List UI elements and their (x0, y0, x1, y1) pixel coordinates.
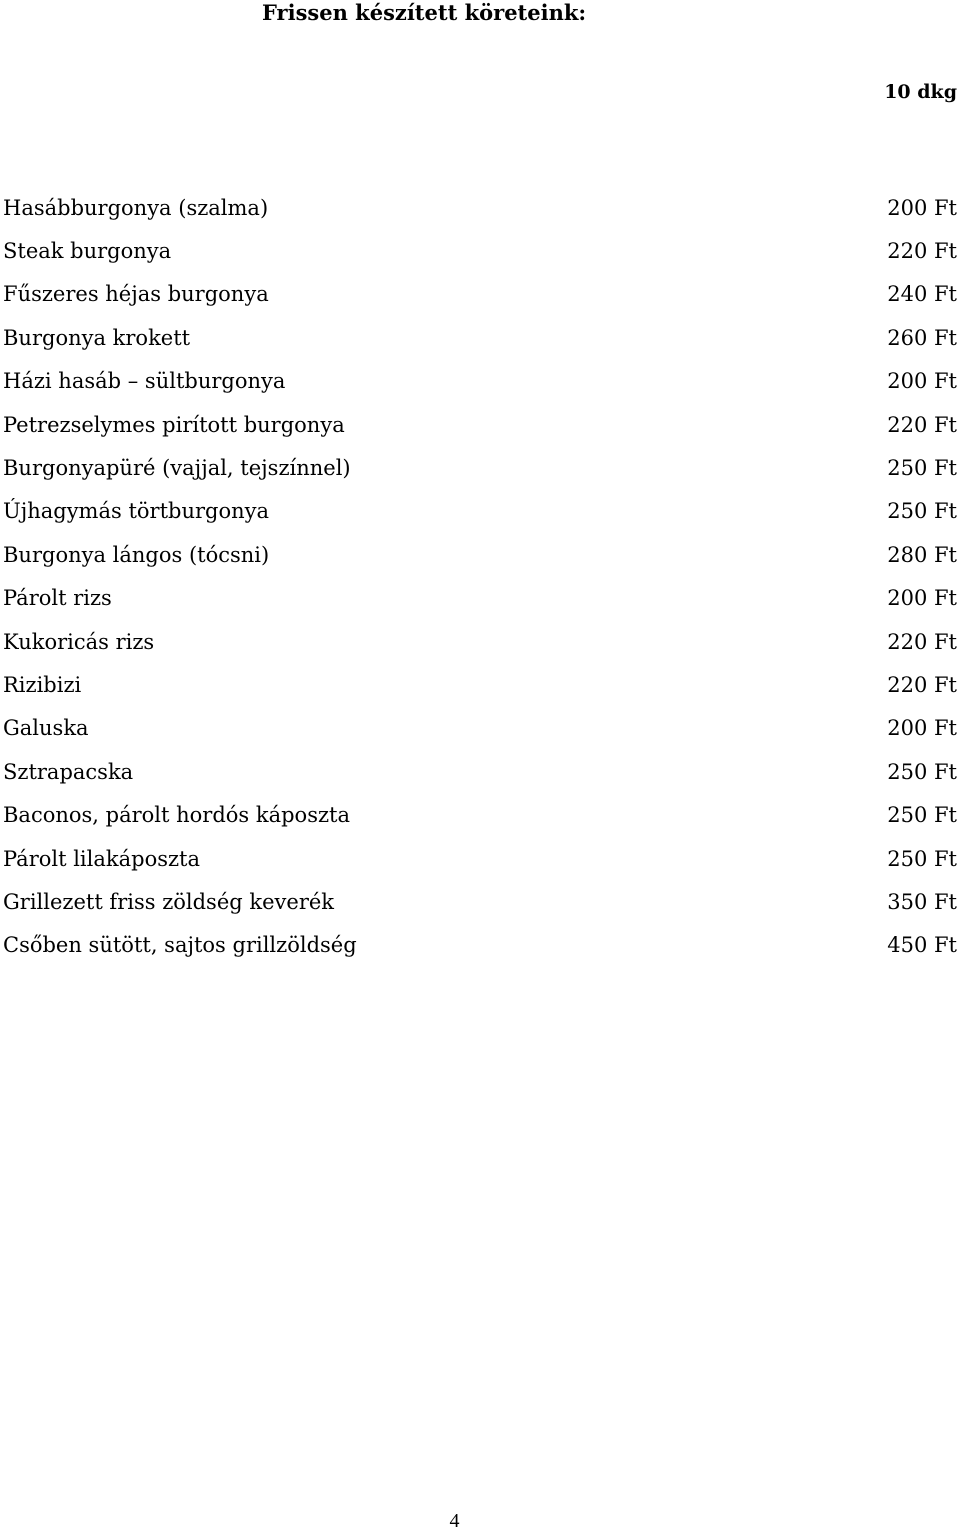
item-price: 450 Ft (887, 933, 957, 958)
item-name: Baconos, párolt hordós káposzta (3, 803, 351, 828)
item-name: Galuska (3, 716, 89, 741)
list-item (3, 186, 957, 229)
page-title: Frissen készített köreteink: (262, 0, 587, 25)
item-price: 200 Ft (887, 716, 957, 741)
list-item (3, 577, 957, 620)
item-price: 280 Ft (887, 542, 957, 567)
item-name: Hasábburgonya (szalma) (3, 195, 269, 220)
list-item (3, 403, 957, 446)
list-item (3, 273, 957, 316)
item-price: 220 Ft (887, 672, 957, 697)
item-price: 250 Ft (887, 456, 957, 481)
list-item (3, 533, 957, 576)
item-name: Csőben sütött, sajtos grillzöldség (3, 933, 357, 958)
list-item (3, 707, 957, 750)
item-name: Petrezselymes pirított burgonya (3, 412, 345, 437)
side-dish-list (3, 186, 957, 967)
item-name: Házi hasáb – sültburgonya (3, 369, 286, 394)
item-price: 240 Ft (887, 282, 957, 307)
list-item (3, 446, 957, 489)
list-item (3, 663, 957, 706)
item-name: Burgonya lángos (tócsni) (3, 542, 270, 567)
item-name: Burgonya krokett (3, 325, 191, 350)
item-price: 200 Ft (887, 586, 957, 611)
item-name: Fűszeres héjas burgonya (3, 282, 269, 307)
list-item (3, 880, 957, 923)
item-name: Steak burgonya (3, 239, 172, 264)
item-price: 250 Ft (887, 846, 957, 871)
item-price: 200 Ft (887, 195, 957, 220)
item-price: 260 Ft (887, 325, 957, 350)
item-name: Párolt rizs (3, 586, 112, 611)
item-price: 220 Ft (887, 412, 957, 437)
item-price: 200 Ft (887, 369, 957, 394)
item-name: Sztrapacska (3, 759, 134, 784)
list-item (3, 924, 957, 967)
item-name: Párolt lilakáposzta (3, 846, 201, 871)
list-item (3, 360, 957, 403)
item-price: 350 Ft (887, 889, 957, 914)
item-name: Újhagymás törtburgonya (3, 499, 270, 524)
list-item (3, 316, 957, 359)
item-name: Grillezett friss zöldség keverék (3, 889, 335, 914)
item-price: 250 Ft (887, 759, 957, 784)
list-item (3, 490, 957, 533)
item-price: 220 Ft (887, 629, 957, 654)
list-item (3, 620, 957, 663)
list-item (3, 750, 957, 793)
item-price: 250 Ft (887, 803, 957, 828)
unit-label: 10 dkg (884, 81, 957, 103)
list-item (3, 229, 957, 272)
item-name: Kukoricás rizs (3, 629, 155, 654)
item-name: Rizibizi (3, 672, 82, 697)
list-item (3, 793, 957, 836)
page-number: 4 (449, 1510, 460, 1532)
item-price: 250 Ft (887, 499, 957, 524)
list-item (3, 837, 957, 880)
item-price: 220 Ft (887, 239, 957, 264)
item-name: Burgonyapüré (vajjal, tejszínnel) (3, 456, 351, 481)
